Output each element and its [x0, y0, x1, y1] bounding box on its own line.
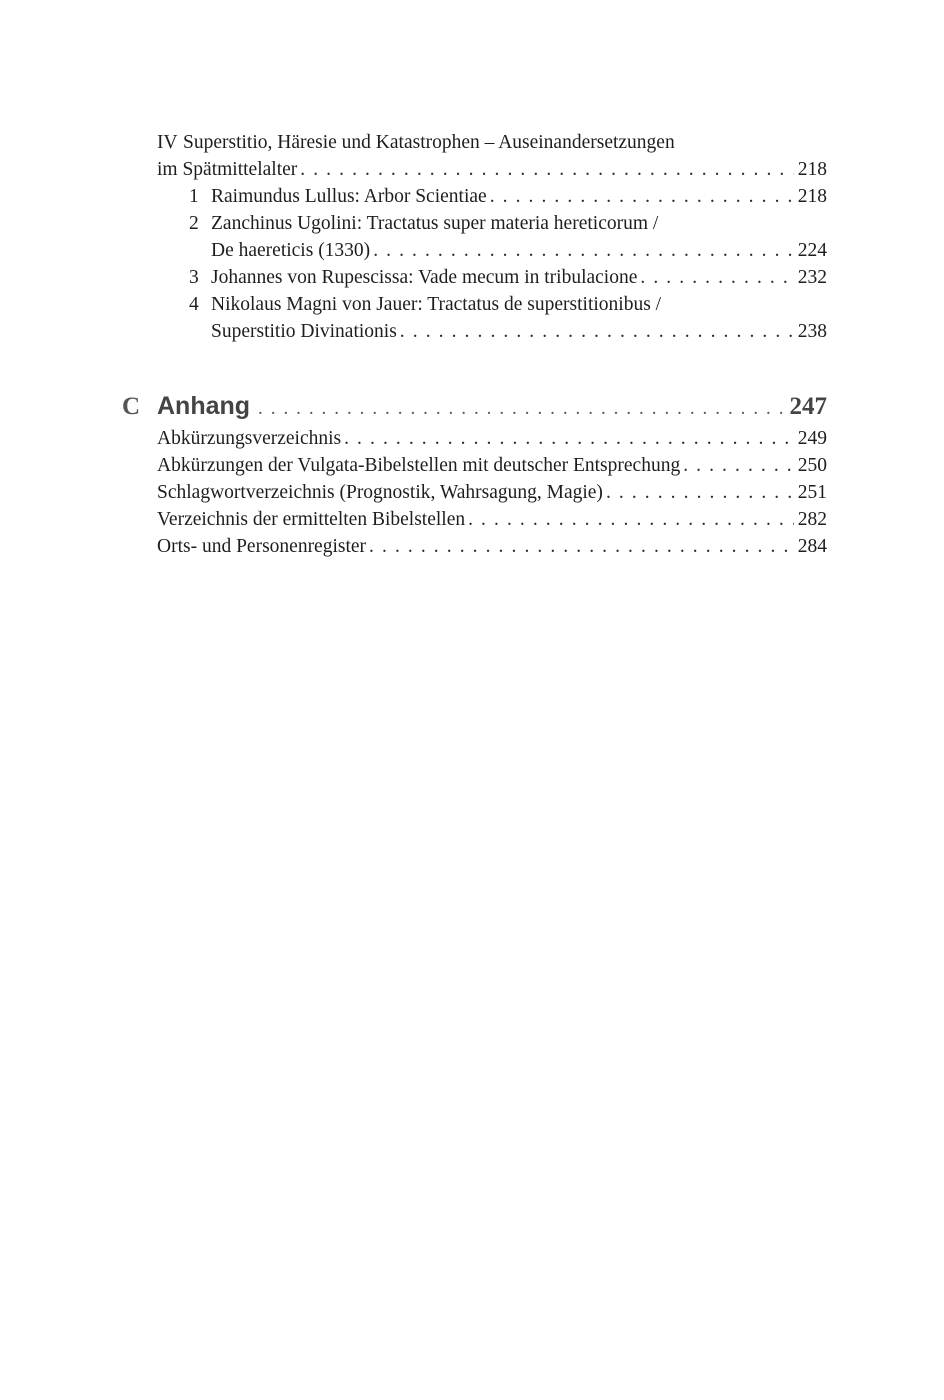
toc-entry-title-continued: De haereticis (1330) [211, 240, 371, 261]
toc-entry-title: Zanchinus Ugolini: Tractatus super materia hereticorum / [211, 213, 659, 234]
dot-leader [468, 506, 794, 533]
toc-entry-c-5[interactable] [157, 533, 827, 560]
toc-page-number: 224 [797, 240, 827, 261]
toc-page-number: 218 [797, 186, 827, 207]
toc-page-number: 250 [797, 455, 827, 476]
toc-entry-title: Orts- und Personenregister [157, 536, 367, 557]
dot-leader [258, 392, 784, 426]
toc-entry-title: Abkürzungsverzeichnis [157, 428, 342, 449]
toc-entry-4-line1[interactable] [189, 291, 827, 318]
toc-page-number: 282 [797, 509, 827, 530]
toc-entry-title: Johannes von Rupescissa: Vade mecum in tribulacione [211, 267, 638, 288]
toc-entry-title: Verzeichnis der ermittelten Bibelstellen [157, 509, 466, 530]
toc-entry-number: 3 [189, 267, 199, 288]
dot-leader [369, 533, 794, 560]
toc-entry-4-line2[interactable] [211, 318, 827, 345]
toc-entry-label: im Spätmittelalter [157, 159, 298, 180]
toc-entry-2-line2[interactable] [211, 237, 827, 264]
toc-part-heading-title [157, 129, 675, 156]
toc-page-number: 247 [789, 393, 827, 420]
toc-entry-1[interactable] [189, 183, 827, 210]
toc-entry-number: 4 [189, 294, 199, 315]
toc-entry-label [189, 291, 661, 318]
toc-entry-title: Nikolaus Magni von Jauer: Tractatus de superstitionibus / [211, 294, 662, 315]
toc-page-number: 284 [797, 536, 827, 557]
toc-page-number: 251 [797, 482, 827, 503]
toc-entry-title: Schlagwortverzeichnis (Prognostik, Wahrsagung, Magie) [157, 482, 603, 503]
dot-leader [606, 479, 794, 506]
toc-part-title-line1: Superstitio, Häresie und Katastrophen – Auseinandersetzungen [183, 132, 675, 153]
toc-entry-number: 2 [189, 213, 199, 234]
dot-leader [683, 452, 794, 479]
toc-section-c-heading[interactable] [122, 389, 827, 423]
toc-entry-2-line1[interactable] [189, 210, 827, 237]
toc-part-heading-line1 [157, 129, 827, 156]
toc-page-number: 218 [797, 159, 827, 180]
dot-leader [300, 156, 793, 183]
toc-entry-c-3[interactable] [157, 479, 827, 506]
dot-leader [640, 264, 793, 291]
toc-entry-label [189, 210, 658, 237]
toc-entry-title: Raimundus Lullus: Arbor Scientiae [211, 186, 487, 207]
toc-entry-c-2[interactable] [157, 452, 827, 479]
toc-entry-c-4[interactable] [157, 506, 827, 533]
toc-section-title: Anhang [157, 392, 251, 420]
toc-entry-label [189, 264, 637, 291]
toc-entry-3[interactable] [189, 264, 827, 291]
toc-entry-title: Abkürzungen der Vulgata-Bibelstellen mit deutscher Entsprechung [157, 455, 681, 476]
dot-leader [400, 318, 794, 345]
toc-entry-c-1[interactable] [157, 425, 827, 452]
dot-leader [490, 183, 794, 210]
dot-leader [344, 425, 794, 452]
toc-entry-number: 1 [189, 186, 199, 207]
dot-leader [373, 237, 794, 264]
toc-entry-title-continued: Superstitio Divinationis [211, 321, 397, 342]
toc-entry-part-iv[interactable] [157, 156, 827, 183]
toc-page-number: 232 [797, 267, 827, 288]
toc-page-number: 238 [797, 321, 827, 342]
toc-entry-label [189, 183, 487, 210]
toc-page-number: 249 [797, 428, 827, 449]
toc-section-letter: C [122, 393, 141, 420]
toc-part-number: IV [157, 132, 178, 153]
